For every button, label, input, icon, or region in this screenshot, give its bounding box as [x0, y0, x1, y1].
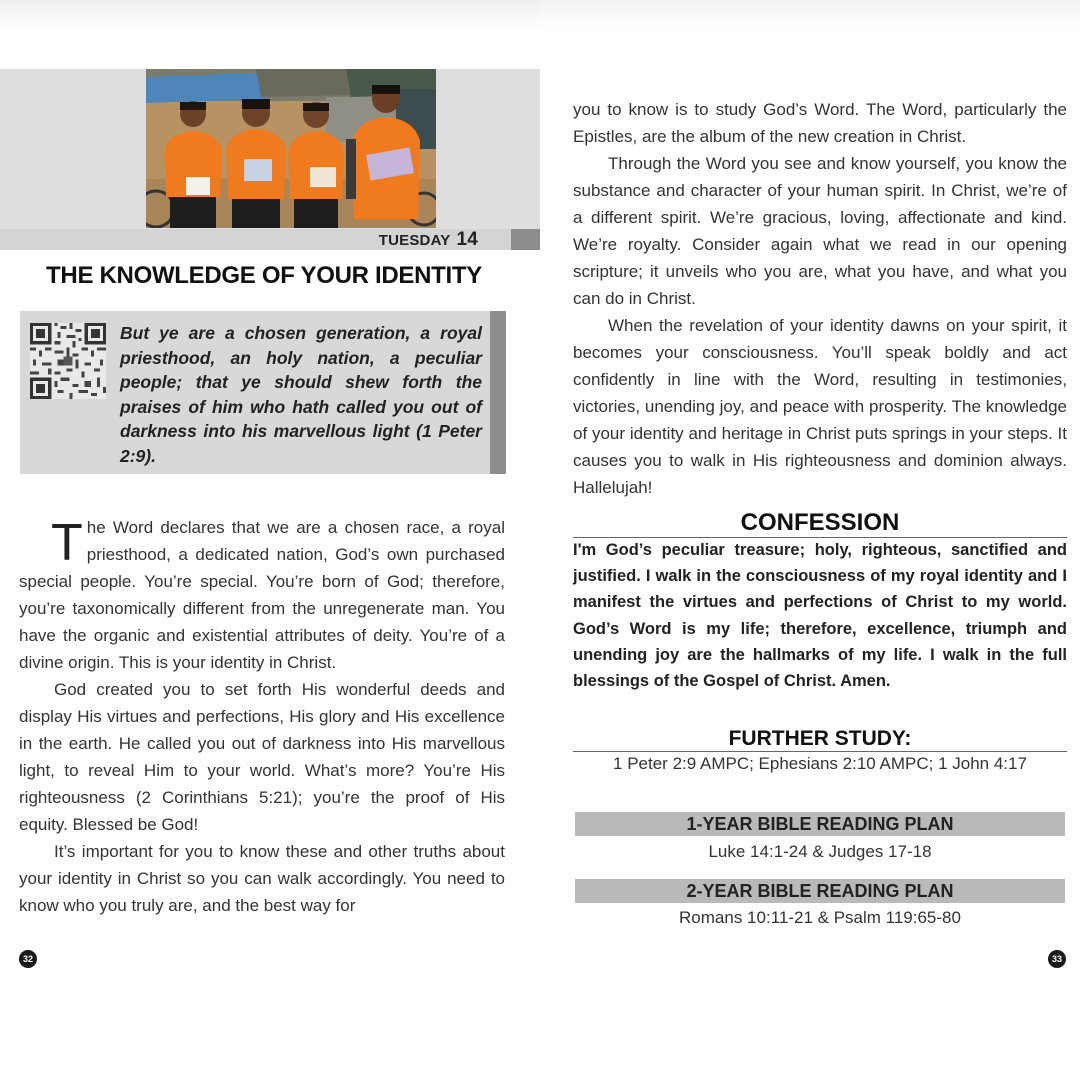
header-photo	[146, 69, 436, 228]
body-paragraph-3: It’s important for you to know these and other truths about your identity in Christ so you can walk accordingly. You need to know who you truly are, and the best way for	[19, 842, 505, 915]
scripture-text: But ye are a chosen generation, a royal priesthood, an holy nation, a peculiar people; that ye should shew forth the praises of him who hath called you out of darkness into his marvellous light (1 Peter 2:9).	[120, 323, 482, 466]
right-page	[540, 0, 1080, 1080]
confession-text: I'm God’s peculiar treasure; holy, righteous, sanctified and justified. I walk in the consciousness of my royal identity and I manifest the virtues and perfections of Christ to my world. God’s Word is my life; therefore, excellence, triumph and unending joy are the hallmarks of my life. I walk in the full blessings of the Gospel of Christ. Amen.	[573, 541, 1067, 691]
further-study-heading: FURTHER STUDY:	[728, 727, 912, 750]
date-label	[379, 229, 478, 250]
scripture-box-edge	[490, 311, 506, 474]
confession-heading: CONFESSION	[740, 509, 900, 536]
drop-cap: T	[51, 514, 83, 572]
body-paragraph-4: Through the Word you see and know yourself, you know the substance and character of your human spirit. In Christ, we’re of a different spirit. We’re gracious, loving, affectionate and kind. We’re royalty. Consider again what we read in our opening scripture; it unveils who you are, what you have, and what you can do in Christ.	[573, 154, 1067, 308]
two-year-plan-reading: Romans 10:11-21 & Psalm 119:65-80	[679, 908, 961, 927]
body-paragraph-2: God created you to set forth His wonderful deeds and display His virtues and perfections, His glory and His excellence in the earth. He called you out of darkness into His marvellous light, to reveal Him to your world. What’s more? You’re His righteousness (2 Corinthians 5:21); you’re the proof of His equity. Blessed be God!	[19, 680, 505, 834]
further-study-references: 1 Peter 2:9 AMPC; Ephesians 2:10 AMPC; 1 John 4:17	[613, 754, 1027, 773]
weekday: TUESDAY	[378, 232, 451, 249]
one-year-plan-heading: 1-YEAR BIBLE READING PLAN	[575, 812, 1065, 836]
qr-code-icon	[30, 323, 106, 399]
date-accent-square	[511, 229, 540, 250]
devotional-body-left	[19, 514, 505, 919]
date-bar	[0, 229, 540, 250]
devotional-body-right	[573, 96, 1067, 501]
page-number-right: 33	[1048, 950, 1066, 968]
body-paragraph-5: When the revelation of your identity dawns on your spirit, it becomes your consciousness. You’ll speak boldly and act confidently in line with the Word, resulting in testimonies, victories, unending joy, and peace with prosperity. The knowledge of your identity and heritage in Christ puts springs in your steps. It causes you to walk in His righteousness and dominion always. Hallelujah!	[573, 316, 1067, 497]
devotional-title: THE KNOWLEDGE OF YOUR IDENTITY	[46, 262, 482, 289]
page-number-left: 32	[19, 950, 37, 968]
day-number: 14	[456, 229, 478, 250]
body-paragraph-continued: you to know is to study God’s Word. The Word, particularly the Epistles, are the album of the new creation in Christ.	[573, 100, 1067, 146]
paragraph-1-text: he Word declares that we are a chosen race, a royal priesthood, a dedicated nation, God’s own purchased special people. You’re special. You’re born of God; therefore, you’re taxonomically different from the unregenerate man. You have the organic and existential attributes of deity. You’re of a divine origin. This is your identity in Christ.	[19, 518, 505, 672]
page-top-shade	[0, 0, 540, 30]
body-paragraph-1	[19, 514, 505, 676]
page-top-shade	[540, 0, 1080, 30]
one-year-plan-reading: Luke 14:1-24 & Judges 17-18	[708, 842, 932, 861]
two-year-plan-heading: 2-YEAR BIBLE READING PLAN	[575, 879, 1065, 903]
scripture-box	[20, 311, 506, 474]
